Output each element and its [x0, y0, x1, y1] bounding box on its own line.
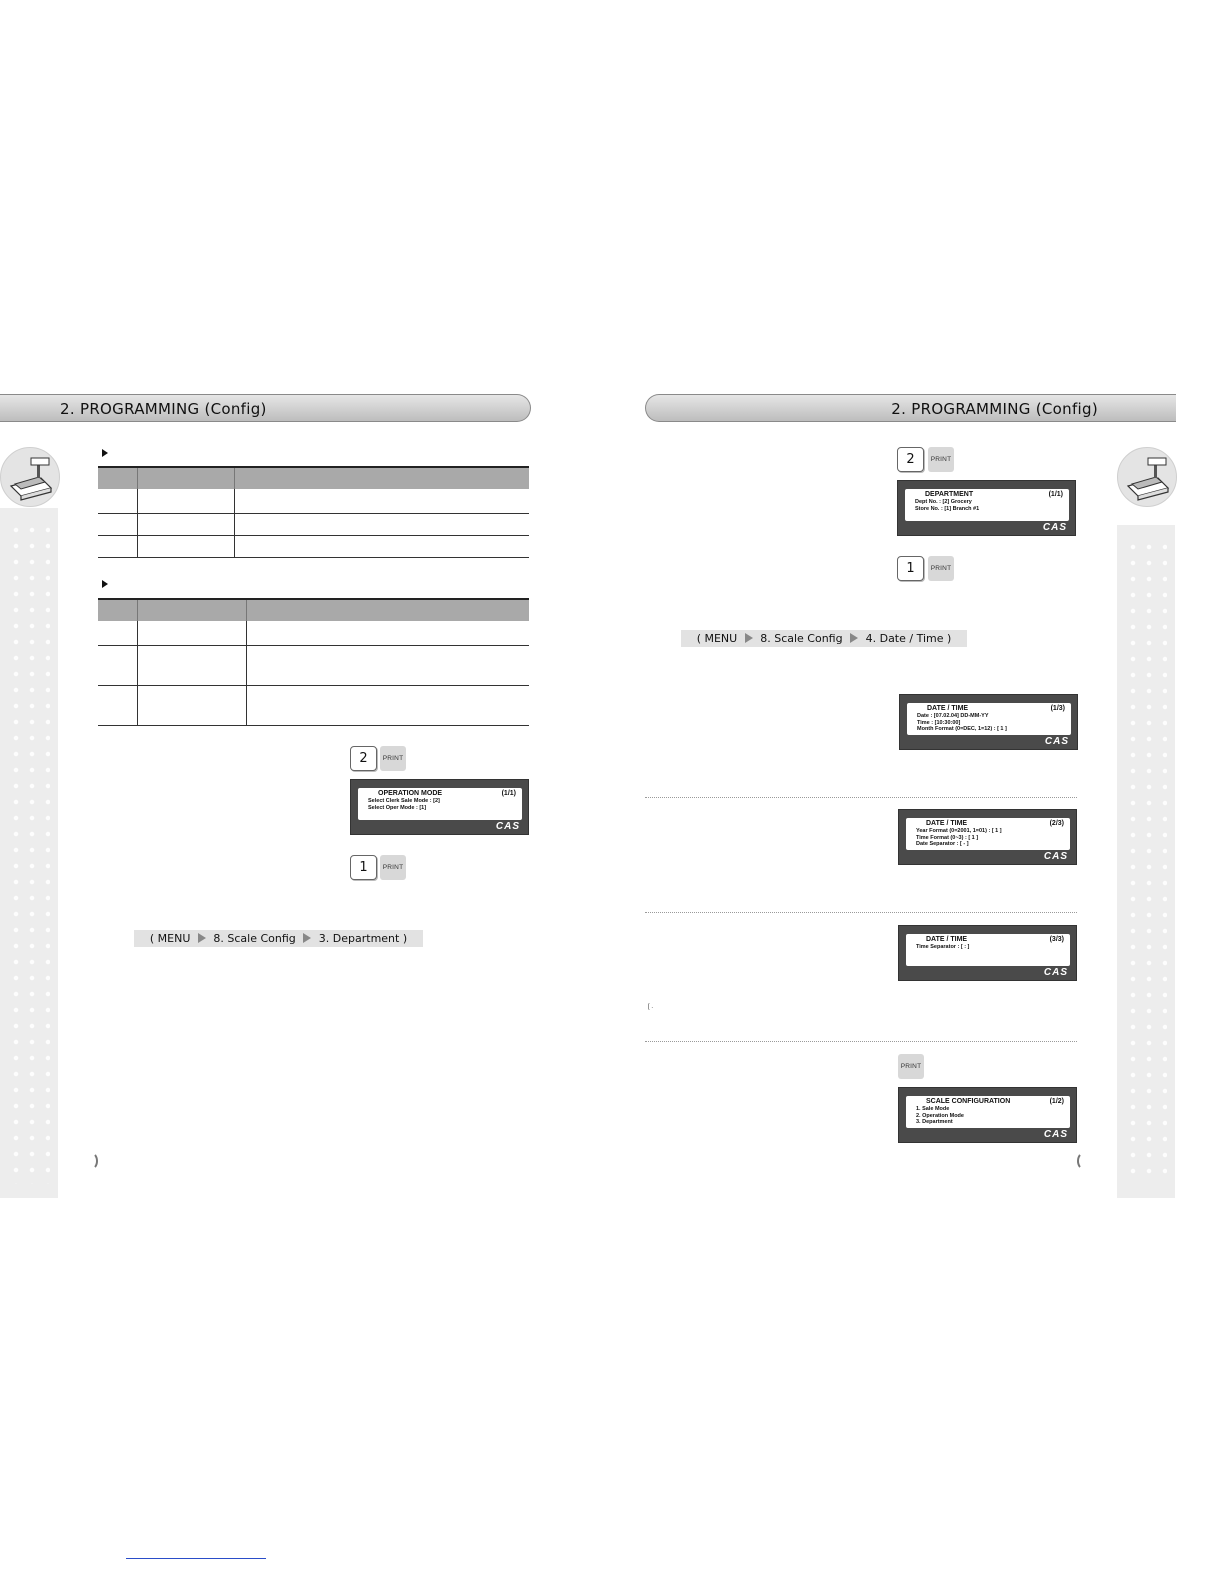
hyperlink-underline[interactable]	[126, 1558, 266, 1559]
menu-path-date-time: ( MENU 8. Scale Config 4. Date / Time )	[681, 630, 967, 647]
lcd-title: DATE / TIME	[926, 936, 968, 943]
lcd-line: Time Format (0~3) : [ 1 ]	[916, 834, 979, 841]
lcd-title: SCALE CONFIGURATION	[926, 1098, 1011, 1105]
lcd-line: Year Format (0=2001, 1=01) : [ 1 ]	[916, 828, 1002, 834]
lcd-line: 3. Department	[916, 1119, 953, 1125]
arrow-right-icon	[303, 933, 311, 943]
lcd-line: Time Separator : [ : ]	[916, 944, 970, 950]
table-row	[98, 685, 529, 725]
page-header-left	[0, 394, 531, 422]
lcd-page: (3/3)	[1049, 936, 1064, 943]
lcd-page: (1/1)	[1048, 491, 1063, 498]
lcd-line: Select Oper Mode : [1]	[368, 804, 427, 811]
table-row	[98, 535, 529, 557]
lcd-date-time-3	[898, 925, 1077, 981]
lcd-page: (1/3)	[1050, 705, 1065, 712]
cas-logo: CAS	[1044, 736, 1069, 747]
header-title-left: 2. PROGRAMMING (Config)	[60, 400, 267, 418]
dotted-separator	[645, 797, 1077, 798]
page-header-right	[645, 394, 1176, 422]
scale-icon	[0, 447, 60, 507]
page-number-mark-right	[1077, 1152, 1091, 1170]
lcd-title: OPERATION MODE	[378, 790, 443, 797]
table-header-row	[98, 599, 529, 621]
lcd-line: Store No. : [1] Branch #1	[915, 505, 980, 512]
lcd-page: (1/1)	[501, 790, 516, 797]
key-1-button[interactable]: 1	[897, 556, 924, 581]
lcd-line: Date : [07.02.04] DD-MM-YY	[917, 713, 989, 719]
table-row	[98, 489, 529, 513]
arrow-right-icon	[745, 633, 753, 643]
table-header-row	[98, 467, 529, 489]
key-2-button[interactable]: 2	[897, 447, 924, 472]
lcd-title: DATE / TIME	[926, 820, 968, 827]
table-row	[98, 621, 529, 645]
cas-logo: CAS	[1042, 522, 1067, 533]
cas-logo: CAS	[495, 821, 520, 832]
lcd-department	[897, 480, 1076, 536]
scale-drawing	[1, 448, 61, 508]
side-strip-right	[1117, 525, 1175, 1198]
lcd-line: 1. Sale Mode	[916, 1106, 950, 1112]
lcd-line: Date Separator : [ - ]	[916, 841, 969, 847]
lcd-date-time-1	[899, 694, 1078, 750]
cas-logo: CAS	[1043, 851, 1068, 862]
side-strip-left	[0, 508, 58, 1198]
print-key-button[interactable]: PRINT	[380, 855, 406, 880]
key-1-button[interactable]: 1	[350, 855, 377, 880]
header-title-right: 2. PROGRAMMING (Config)	[891, 400, 1098, 418]
print-key-button[interactable]: PRINT	[898, 1054, 924, 1079]
table-row	[98, 645, 529, 685]
lcd-page: (2/3)	[1049, 820, 1064, 827]
lcd-line: Time : [10:30:00]	[917, 719, 961, 726]
menu-path-department: ( MENU 8. Scale Config 3. Department )	[134, 930, 423, 947]
settings-table-2	[98, 598, 529, 726]
arrow-right-icon	[850, 633, 858, 643]
key-2-button[interactable]: 2	[350, 746, 377, 771]
lcd-date-time-2	[898, 809, 1077, 865]
arrow-right-icon	[198, 933, 206, 943]
settings-table-1	[98, 466, 529, 558]
lcd-line: Select Clerk Sale Mode : [2]	[368, 798, 440, 804]
cas-logo: CAS	[1043, 967, 1068, 978]
footnote-mark: [ .	[648, 1004, 654, 1010]
bullet-marker	[102, 449, 108, 457]
print-key-button[interactable]: PRINT	[928, 447, 954, 472]
print-key-button[interactable]: PRINT	[380, 746, 406, 771]
lcd-scale-configuration	[898, 1087, 1077, 1143]
lcd-line: 2. Operation Mode	[916, 1112, 964, 1119]
cas-logo: CAS	[1043, 1129, 1068, 1140]
bullet-marker	[102, 580, 108, 588]
lcd-title: DATE / TIME	[927, 705, 969, 712]
lcd-title: DEPARTMENT	[925, 491, 974, 498]
dotted-separator	[645, 912, 1077, 913]
lcd-line: Month Format (0=DEC, 1=12) : [ 1 ]	[917, 726, 1007, 732]
lcd-operation-mode	[350, 779, 529, 835]
lcd-line: Dept No. : [2] Grocery	[915, 499, 972, 505]
dotted-separator	[645, 1041, 1077, 1042]
lcd-page: (1/2)	[1049, 1098, 1064, 1105]
scale-icon	[1117, 447, 1177, 507]
table-row	[98, 513, 529, 535]
page-number-mark-left	[84, 1152, 98, 1170]
scale-drawing	[1118, 448, 1178, 508]
print-key-button[interactable]: PRINT	[928, 556, 954, 581]
